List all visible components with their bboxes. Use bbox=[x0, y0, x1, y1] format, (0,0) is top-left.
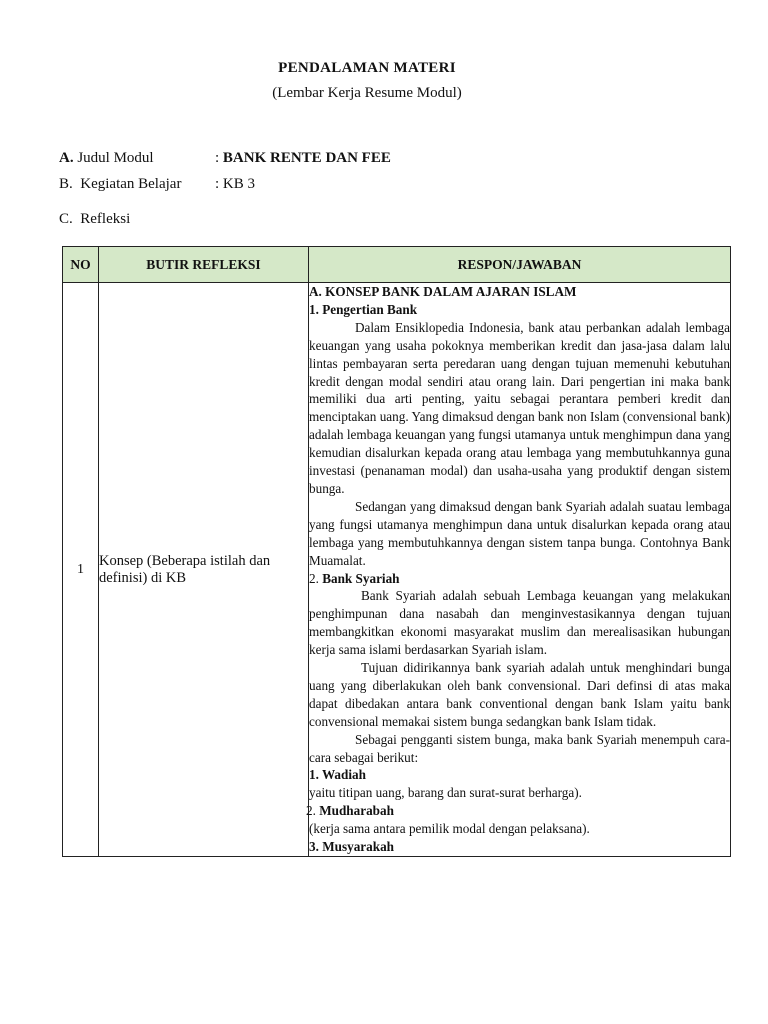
paragraph-tujuan: Tujuan didirikannya bank syariah adalah untuk menghindari bunga uang yang diberlakukan oleh bank convensional. Dari definsi di atas maka dapat dibedakan antara bank conventional dengan bank Islam yaitu bank convensional memakai sistem bunga sedangkan bank Islam tidak. bbox=[309, 660, 730, 729]
module-title-value: BANK RENTE DAN FEE bbox=[222, 150, 391, 166]
learning-activity-separator: : bbox=[215, 176, 220, 192]
section-a-heading: A. KONSEP BANK DALAM AJARAN ISLAM bbox=[309, 284, 577, 299]
paragraph-bank-syariah: Bank Syariah adalah sebuah Lembaga keuangan yang melakukan penghimpunan dana nasabah dan menginvestasikannya dengan tujuan membangkitkan ekonomi masyarakat muslim dan merealisasikan hubungan kerja sama islami berdasarkan Syariah islam. bbox=[309, 588, 730, 658]
table-header-row bbox=[63, 247, 731, 283]
paragraph-pengganti-bunga: Sebagai pengganti sistem bunga, maka bank Syariah menempuh cara-cara sebagai berikut: bbox=[309, 731, 730, 765]
header-butir-refleksi: BUTIR REFLEKSI bbox=[99, 247, 309, 283]
module-title-label bbox=[59, 149, 215, 167]
learning-activity-value: KB 3 bbox=[222, 176, 256, 192]
item-musyarakah-title: 3. Musyarakah bbox=[309, 839, 394, 855]
item-mudharabah-heading bbox=[306, 802, 730, 820]
item-wadiah-desc: yaitu titipan uang, barang dan surat-surat berharga). bbox=[309, 785, 582, 801]
module-title-label-text: Judul Modul bbox=[77, 150, 154, 166]
item-mudharabah-desc: (kerja sama antara pemilik modal dengan pelaksana). bbox=[309, 821, 590, 837]
subsection-2-title: Bank Syariah bbox=[322, 570, 400, 586]
reflection-table bbox=[62, 246, 731, 857]
reflection-heading: C. Refleksi bbox=[59, 211, 131, 227]
row-number: 1 bbox=[63, 283, 99, 857]
paragraph-pengertian: Dalam Ensiklopedia Indonesia, bank atau perbankan adalah lembaga keuangan yang usaha pokoknya memberikan kredit dan jasa-jasa dalam lalu lintas pembayaran serta peredaran uang dengan tujuan memenuhi kebutuhan kredit dengan modal sendiri atau orang lain. Dari pengertian ini maka bank memiliki dua arti penting, yaitu sebagai perantara pemberi kredit dan menciptakan uang. Yang dimaksud dengan bank non Islam (convensional bank) adalah lembaga keuangan yang fungsi utamanya untuk menghimpun dana yang kemudian disalurkan kepada orang atau lembaga yang membutuhkannya guna investasi (penanaman modal) dan usaha-usaha yang produktif dengan sistem bunga. bbox=[309, 319, 730, 496]
learning-activity-row bbox=[59, 175, 255, 193]
paragraph-bank-syariah-definition: Sedangan yang dimaksud dengan bank Syariah adalah suatau lembaga yang fungsi utamanya menghimpun dana untuk disalurkan kepada orang atau lembaga yang membutuhkannya dengan sistem tanpa bunga. Contohnya Bank Muamalat. bbox=[309, 498, 730, 568]
module-title-row bbox=[59, 149, 391, 167]
module-title-prefix: A. bbox=[59, 150, 74, 166]
butir-refleksi-cell: Konsep (Beberapa istilah dan definisi) di KB bbox=[99, 283, 309, 857]
subsection-2-number: 2. bbox=[309, 570, 319, 586]
header-no: NO bbox=[63, 247, 99, 283]
page-title: PENDALAMAN MATERI bbox=[278, 60, 456, 76]
module-title-separator: : bbox=[215, 150, 220, 166]
item-mudharabah-number: 2. bbox=[306, 803, 316, 819]
table-row bbox=[63, 283, 731, 857]
subsection-1-heading: 1. Pengertian Bank bbox=[309, 301, 418, 317]
item-wadiah-title: 1. Wadiah bbox=[309, 767, 366, 783]
page-subtitle: (Lembar Kerja Resume Modul) bbox=[272, 85, 462, 101]
item-mudharabah-title: Mudharabah bbox=[319, 803, 394, 819]
header-respon-jawaban: RESPON/JAWABAN bbox=[309, 247, 731, 283]
subsection-2-heading bbox=[309, 570, 730, 588]
respon-cell bbox=[306, 283, 731, 857]
learning-activity-label: B. Kegiatan Belajar bbox=[59, 176, 182, 192]
